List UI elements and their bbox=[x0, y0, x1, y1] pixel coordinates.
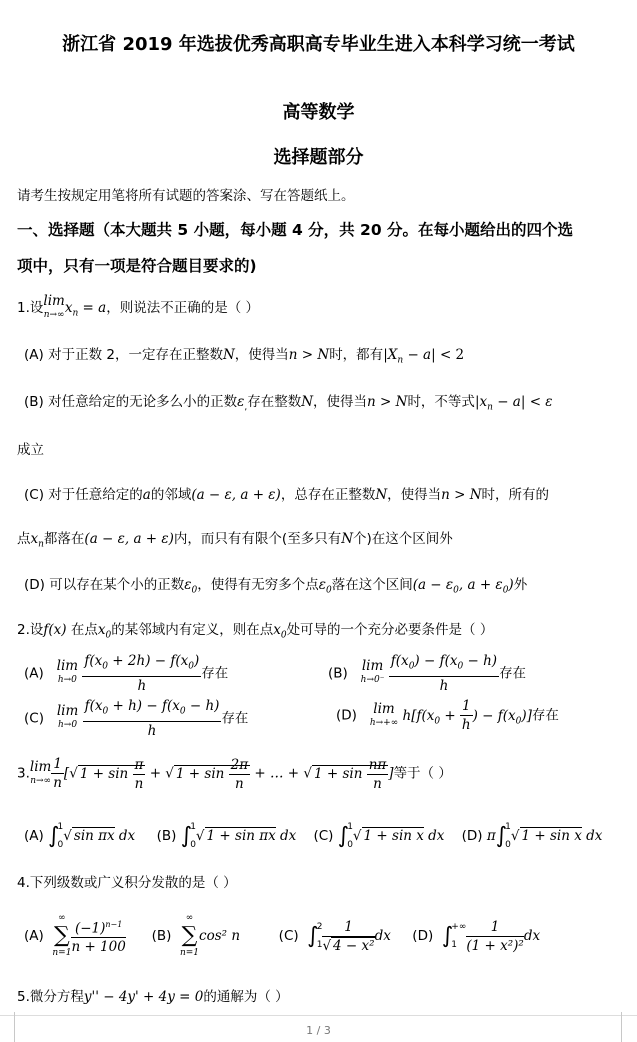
question-2-option-b[interactable]: (B) lim h→0⁻ $\frac{f(x_0) - f(x_0 - h)}{h}$ 存在 bbox=[328, 653, 527, 694]
question-2-option-a[interactable]: (A) lim h→0 $\frac{f(x_0 + 2h) - f(x_0)}{h}$ 存在 bbox=[24, 653, 229, 694]
question-3-option-a[interactable]: (A) ∫ 1 0 √ sin πx dx bbox=[24, 822, 136, 850]
question-3-option-d[interactable]: (D) π∫ 1 0 √ 1 + sin x dx bbox=[461, 822, 603, 850]
part-heading: 选择题部分 bbox=[273, 147, 364, 168]
question-4-stem: 4.下列级数或广义积分发散的是（ ） bbox=[17, 875, 237, 891]
question-4-option-c[interactable]: (C) ∫ 2 1 $\frac{1}{\text{√ 4 − x²}}$ dx bbox=[278, 918, 391, 954]
question-1-option-b[interactable]: (B) 对任意给定的无论多么小的正数$\varepsilon_,$存在整数N，使得当n > N时，不等式$|x_n - a| < \varepsilon$ bbox=[24, 394, 553, 413]
question-1-stem: 1.设lim n→∞ $x_n = a$，则说法不正确的是（ ） bbox=[17, 293, 259, 320]
question-3-option-c[interactable]: (C) ∫ 1 0 √ 1 + sin x dx bbox=[313, 822, 445, 850]
question-1-option-b-cont: 成立 bbox=[17, 442, 44, 458]
subject-heading: 高等数学 bbox=[282, 102, 355, 123]
instruction-text: 请考生按规定用笔将所有试题的答案涂、写在答题纸上。 bbox=[17, 188, 355, 204]
question-1-option-a[interactable]: (A) 对于正数 2，一定存在正整数N，使得当n > N时，都有$|X_n - a| < 2$ bbox=[24, 347, 465, 366]
question-4-option-b[interactable]: (B) ∞ ∑ n=1 cos² n bbox=[151, 913, 241, 958]
limit-expression: lim n→∞ bbox=[43, 293, 65, 320]
question-2-stem: 2.设f(x) 在点$x_0$的某邻域内有定义，则在点$x_0$处可导的一个充分必要条件是（ ） bbox=[17, 622, 494, 641]
question-2-option-c[interactable]: (C) lim h→0 $\frac{f(x_0 + h) - f(x_0 - h)}{h}$ 存在 bbox=[24, 698, 249, 739]
question-1-option-c[interactable]: (C) 对于任意给定的a的邻域(a − ε, a + ε)，总存在正整数N，使得当n > N时，所有的 bbox=[24, 487, 550, 503]
question-2-option-d[interactable]: (D) lim h→+∞ $h[f(x_0$ + $\frac{1}{h}$ ) − $f(x_0)$]存在 bbox=[336, 698, 559, 733]
question-4-options bbox=[24, 912, 540, 960]
question-4-option-a[interactable]: (A) ∞ ∑ n=1 $\frac{(-1)^{n-1}}{n + 100}$ bbox=[24, 913, 126, 958]
question-4-option-d[interactable]: (D) ∫ +∞ 1 $\frac{1}{\text{(1 + x²)²}}$ dx bbox=[412, 918, 541, 954]
question-1-option-c-cont: 点$x_n$都落在(a − ε, a + ε)内，而只有有限个(至多只有N个)在这个区间外 bbox=[17, 531, 453, 550]
exam-title: 浙江省 2019 年选拔优秀高职高专毕业生进入本科学习统一考试 bbox=[62, 34, 575, 55]
question-3-options bbox=[24, 818, 602, 854]
question-5-stem: 5.微分方程y'' − 4y' + 4y = 0的通解为（ ） bbox=[17, 989, 289, 1005]
question-1-option-d[interactable]: (D) 可以存在某个小的正数$\varepsilon_0$，使得有无穷多个点$\varepsilon_0$落在这个区间($a - \varepsilon_0$, $a + \varepsilon_0$)外 bbox=[24, 577, 528, 596]
section-heading: 一、选择题（本大题共 5 小题，每小题 4 分，共 20 分。在每小题给出的四个选 bbox=[17, 221, 574, 239]
section-heading-cont: 项中，只有一项是符合题目要求的) bbox=[17, 257, 257, 275]
page-break-line bbox=[0, 1015, 637, 1016]
page-indicator: 1 / 3 bbox=[306, 1024, 331, 1037]
question-3-stem: 3.lim n→∞ $\frac{1}{n}$ [√ 1 + sin $\frac{\pi}{n}$ + √ 1 + sin $\frac{2\pi}{n}$ + … + √ 1 + sin $\frac{n\pi}{n}$ ]等于（ ） bbox=[17, 756, 452, 792]
question-3-option-b[interactable]: (B) ∫ 1 0 √ 1 + sin πx dx bbox=[156, 822, 297, 850]
